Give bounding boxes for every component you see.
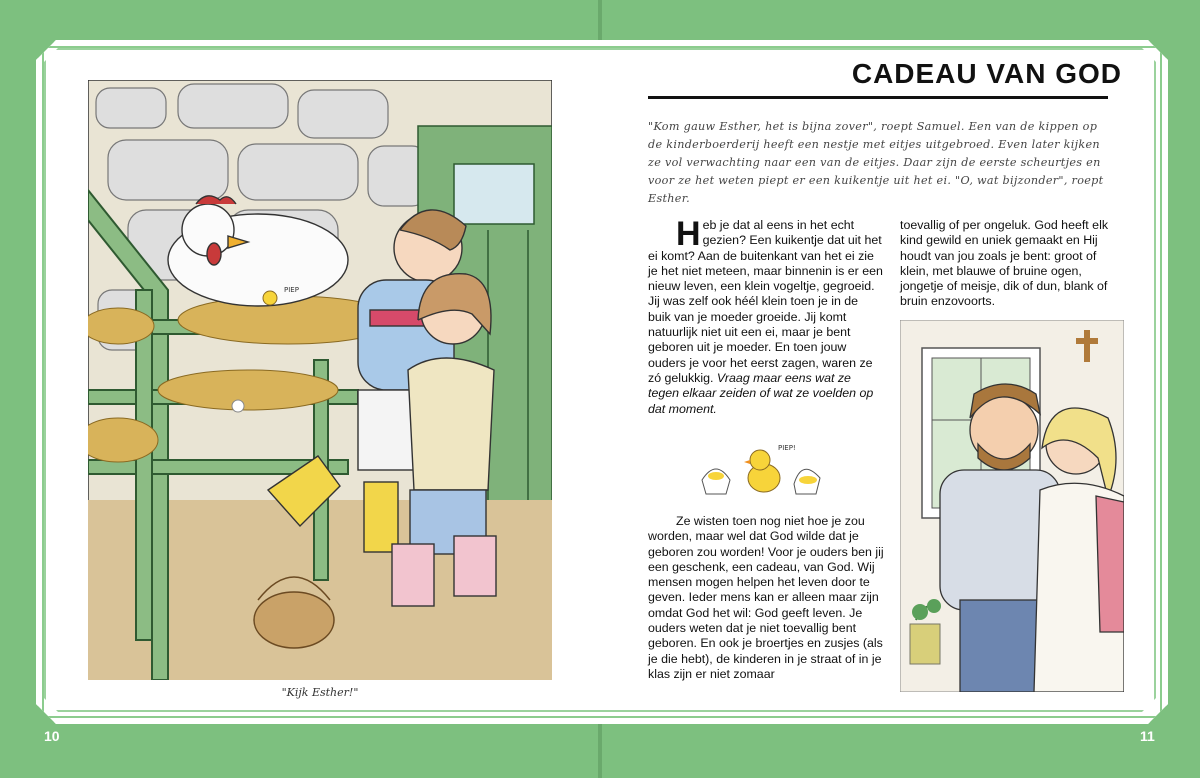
illustration-caption: "Kijk Esther!" <box>281 686 359 699</box>
chick-sound-text: PIEP! <box>778 444 796 452</box>
body-column-1 <box>648 215 884 417</box>
paragraph-2: Ze wisten toen nog niet hoe je zou worden, maar wel dat God wilde dat je geboren zou worden! Voor je ouders ben jij een geschenk, een cadeau, van God. Wij mensen mogen helpen het leven door te geven. Ieder mens kan er alleen maar zijn omdat God het wil: God geeft leven. Je ouders weten dat je niet toevallig bent geboren. En ook je broertjes en zusjes (als je die hebt), de kinderen in je straat of in je klas zijn er niet zomaar <box>648 514 884 681</box>
drop-cap: H <box>676 215 701 253</box>
intro-handwritten-text: "Kom gauw Esther, het is bijna zover", roept Samuel. Een van de kippen op de kinderboerderij heeft een nestje met eitjes uitgebroed. Even later kijken ze vol verwachting naar een van de eitjes. Daar zijn de eerste scheurtjes en voor ze het weten piept er een kuikentje uit het ei. "O, wat bijzonder", roept Esther. <box>648 120 1104 205</box>
page-number-right: 11 <box>1140 728 1155 744</box>
paragraph-1: eb je dat al eens in het echt gezien? Een kuikentje dat uit het ei komt? Aan de buitenkant van het ei zie je het niet meteen, maar binnenin is er een nieuw leven, een klein vogeltje, gegroeid. Jij was zelf ook héél klein toen je in de buik van je moeder groeide. Jij komt natuurlijk niet uit een ei, maar je bent geboren uit je moeder. En toen jouw ouders je voor het eerst zagen, waren ze zó gelukkig. <box>648 218 883 385</box>
illustration-sound-text: PIEP <box>284 286 299 294</box>
paragraph-3: toevallig of per ongeluk. God heeft elk kind gewild en uniek gemaakt en Hij houdt van jou zoals je bent: groot of klein, met blauwe of bruine ogen, jongetje of meisje, dik of dun, blank of bruin enzovoorts. <box>900 218 1109 309</box>
title-divider <box>648 96 1108 99</box>
parents-illustration <box>900 320 1124 692</box>
page-title: CADEAU VAN GOD <box>851 58 1122 89</box>
chicken-coop-illustration <box>88 80 552 680</box>
hatching-chick-illustration <box>696 440 832 500</box>
page-number-left: 10 <box>44 728 60 744</box>
paragraph-1-question: Vraag maar eens wat ze tegen elkaar zeiden of wat ze voelden op dat moment. <box>648 370 874 416</box>
